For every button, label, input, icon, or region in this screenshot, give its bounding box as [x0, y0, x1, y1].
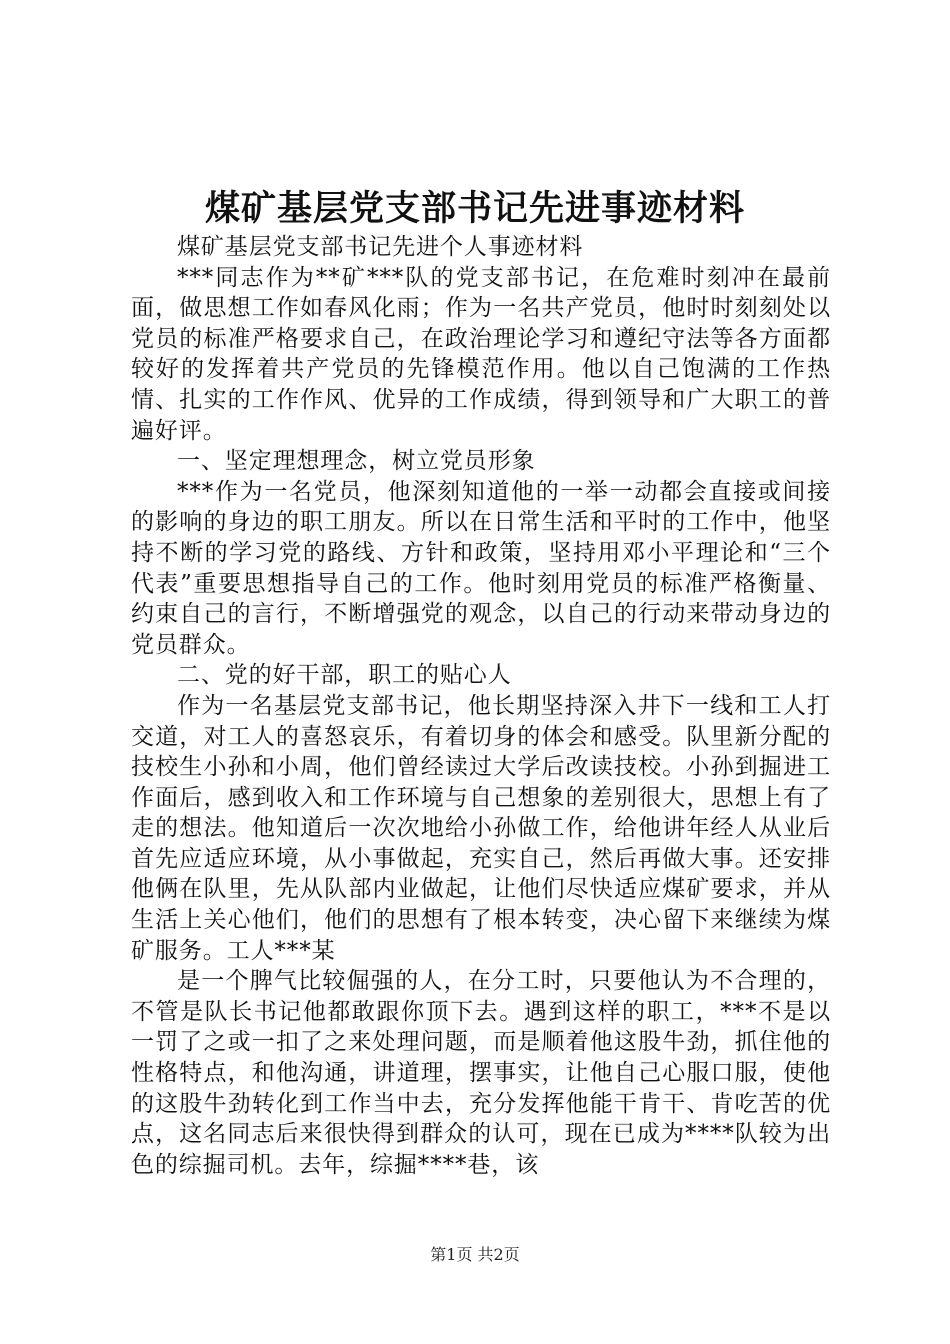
document-body — [131, 232, 831, 1180]
section-2-paragraph: 作为一名基层党支部书记，他长期坚持深入井下一线和工人打交道，对工人的喜怒哀乐，有着切身的体会和感受。队里新分配的技校生小孙和小周，他们曾经读过大学后改读技校。小孙到掘进工作面后，感到收入和工作环境与自己想象的差别很大，思想上有了走的想法。他知道后一次次地给小孙做工作，给他讲年经人从业后首先应适应环境，从小事做起，充实自己，然后再做大事。还安排他俩在队里，先从队部内业做起，让他们尽快适应煤矿要求，并从生活上关心他们，他们的思想有了根本转变，决心留下来继续为煤矿服务。工人***某 — [131, 692, 831, 964]
section-2-paragraph-continued: 是一个脾气比较倔强的人，在分工时，只要他认为不合理的，不管是队长书记他都敢跟你顶下去。遇到这样的职工，***不是以一罚了之或一扣了之来处理问题，而是顺着他这股牛劲，抓住他的性格特点，和他沟通，讲道理，摆事实，让他自己心服口服，使他的这股牛劲转化到工作当中去，充分发挥他能干肯干、肯吃苦的优点，这名同志后来很快得到群众的认可，现在已成为****队较为出色的综掘司机。去年，综掘****巷，该 — [131, 968, 831, 1178]
section-1-paragraph: ***作为一名党员，他深刻知道他的一举一动都会直接或间接的影响的身边的职工朋友。所以在日常生活和平时的工作中，他坚持不断的学习党的路线、方针和政策，坚持用邓小平理论和“三个代表”重要思想指导自己的工作。他时刻用党员的标准严格衡量、约束自己的言行，不断增强党的观念，以自己的行动来带动身边的党员群众。 — [131, 478, 831, 658]
document-title: 煤矿基层党支部书记先进事迹材料 — [204, 188, 745, 229]
page-footer: 第1页 共2页 — [430, 1245, 520, 1264]
section-heading-2: 二、党的好干部，职工的贴心人 — [177, 662, 512, 689]
intro-paragraph: ***同志作为**矿***队的党支部书记，在危难时刻冲在最前面，做思想工作如春风化雨；作为一名共产党员，他时时刻刻处以党员的标准严格要求自己，在政治理论学习和遵纪守法等各方面都较好的发挥着共产党员的先锋模范作用。他以自己饱满的工作热情、扎实的工作作风、优异的工作成绩，得到领导和广大职工的普遍好评。 — [131, 264, 831, 444]
subtitle-paragraph: 煤矿基层党支部书记先进个人事迹材料 — [177, 234, 584, 260]
section-heading-1: 一、坚定理想理念，树立党员形象 — [177, 448, 536, 475]
